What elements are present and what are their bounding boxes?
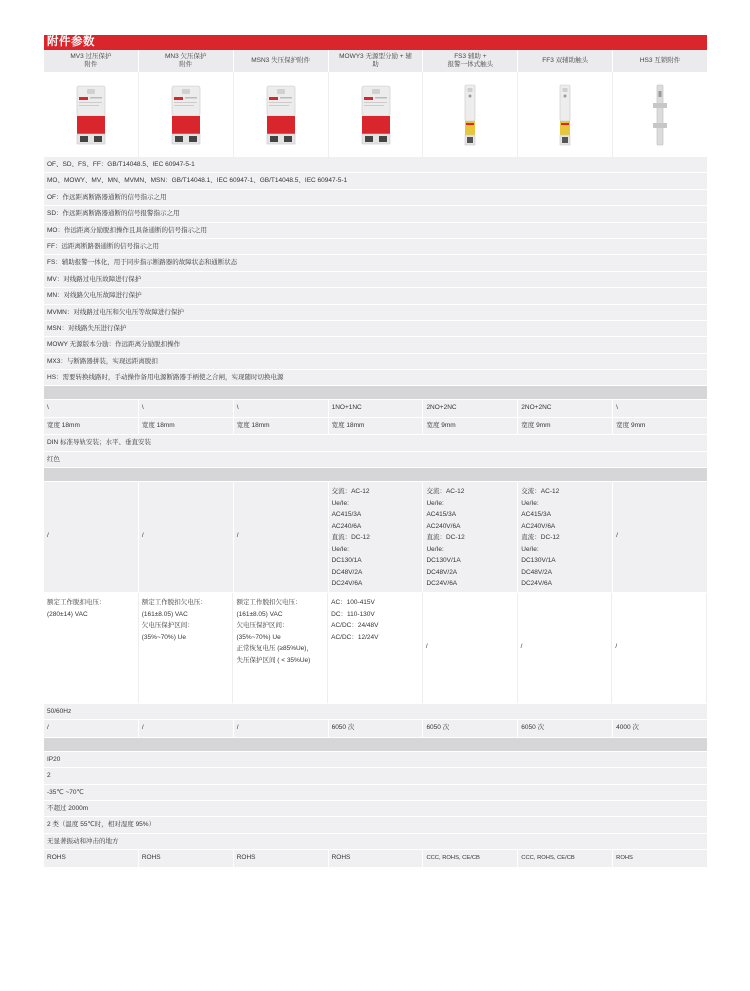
column-header: MN3 欠压保护 附件 [139, 50, 234, 72]
table-cell: 额定工作脱扣电压： (280±14) VAC [44, 593, 139, 703]
voltage-row [44, 593, 707, 704]
environment-row: 无显著振动和冲击的地方 [44, 834, 707, 850]
mcb-red-module-icon [359, 84, 393, 146]
mounting-row: DIN 标准导轨安装；水平、垂直安装 [44, 435, 707, 451]
table-cell: ROHS [139, 850, 234, 866]
description-row: MV：对线路过电压故障进行保护 [44, 272, 707, 288]
table-cell: 6050 次 [423, 720, 518, 736]
cert-row [44, 850, 707, 867]
product-image-row [44, 72, 707, 157]
section-title: 附件参数 [44, 35, 707, 50]
environment-row: -35℃ ~70℃ [44, 785, 707, 801]
product-image [234, 72, 329, 157]
width-row [44, 418, 707, 435]
section-divider [44, 738, 707, 752]
table-cell: / [234, 482, 329, 592]
description-row: SD：作远距离断路器通断的信号报警指示之用 [44, 206, 707, 222]
table-cell: \ [234, 400, 329, 416]
table-cell: 宽度 9mm [613, 418, 707, 434]
table-cell: 额定工作脱扣欠电压： (161±8.05) VAC 欠电压保护区间： (35%~70%) Ue [139, 593, 234, 703]
product-image [139, 72, 234, 157]
product-image [44, 72, 139, 157]
table-cell: 宽度 18mm [234, 418, 329, 434]
table-cell: 交流：AC-12 Ue/Ie: AC415/3A AC240/6A 直流：DC-12 Ue/Ie: DC130/1A DC48V/2A DC24V/6A [329, 482, 424, 592]
table-cell: 交流：AC-12 Ue/Ie: AC415/3A AC240V/6A 直流：DC-12 Ue/Ie: DC130V/1A DC48V/2A DC24V/6A [518, 482, 613, 592]
product-image [329, 72, 424, 157]
table-cell: 2NO+2NC [518, 400, 613, 416]
table-cell: \ [139, 400, 234, 416]
section-divider [44, 386, 707, 400]
life-row [44, 720, 707, 737]
table-cell: CCC, ROHS, CE/CB [423, 850, 518, 866]
contacts-row [44, 400, 707, 417]
table-cell: / [44, 482, 139, 592]
column-header: MSN3 失压保护附件 [234, 50, 329, 72]
description-row: HS：需要转换线路时，手动操作备用电源断路器手柄使之合闸，实现随时切换电源 [44, 370, 707, 386]
description-row: MOWY 无源版本分励：作远距离分励脱扣操作 [44, 337, 707, 353]
product-image [423, 72, 518, 157]
environment-row: 2 [44, 768, 707, 784]
table-cell: 1NO+1NC [329, 400, 424, 416]
description-row: MVMN：对线路过电压和欠电压等故障进行保护 [44, 305, 707, 321]
table-cell: 2NO+2NC [423, 400, 518, 416]
table-cell: ROHS [329, 850, 424, 866]
mcb-red-module-icon [169, 84, 203, 146]
product-image [518, 72, 613, 157]
description-row: MSN：对线路失压进行保护 [44, 321, 707, 337]
column-header: MOWY3 无源型分励 + 辅 助 [329, 50, 424, 72]
table-cell: 交流：AC-12 Ue/Ie: AC415/3A AC240V/6A 直流：DC-12 Ue/Ie: DC130V/1A DC48V/2A DC24V/6A [423, 482, 518, 592]
table-cell: 6050 次 [329, 720, 424, 736]
description-row: OF：作远距离断路器通断的信号指示之用 [44, 190, 707, 206]
section-divider [44, 468, 707, 482]
table-cell: / [423, 593, 518, 703]
ratings-row [44, 482, 707, 593]
table-cell: 6050 次 [518, 720, 613, 736]
table-cell: 宽度 18mm [44, 418, 139, 434]
table-cell: / [234, 720, 329, 736]
table-cell: 宽度 9mm [423, 418, 518, 434]
table-cell: 额定工作脱扣欠电压： (161±8.05) VAC 欠电压保护区间： (35%~70%) Ue 正常恢复电压 (≥85%Ue)， 失压保护区间 ( < 35%Ue) [233, 593, 328, 703]
standard-row: OF、SD、FS、FF：GB/T14048.5、IEC 60947-5-1 [44, 157, 707, 173]
column-header: MV3 过压保护 附件 [44, 50, 139, 72]
table-cell: ROHS [234, 850, 329, 866]
table-cell: 宽度 18mm [139, 418, 234, 434]
table-cell: \ [613, 400, 707, 416]
product-image [613, 72, 707, 157]
column-header: HS3 互锁附件 [639, 57, 681, 64]
interlock-grey-icon [650, 83, 670, 147]
aux-contact-yellow-icon [462, 83, 478, 147]
environment-row: 2 类（温度 55℃时，相对湿度 95%） [44, 817, 707, 833]
standard-row: MO、MOWY、MV、MN、MVMN、MSN：GB/T14048.1、IEC 60947-1、GB/T14048.5、IEC 60947-5-1 [44, 173, 707, 189]
mcb-red-module-icon [74, 84, 108, 146]
table-cell: \ [44, 400, 139, 416]
table-cell: CCC, ROHS, CE/CB [518, 850, 613, 866]
frequency-row: 50/60Hz [44, 704, 707, 720]
table-cell: / [518, 593, 613, 703]
table-cell: / [139, 720, 234, 736]
environment-row: 不超过 2000m [44, 801, 707, 817]
table-cell: / [139, 482, 234, 592]
table-cell: AC：100-415V DC：110-130V AC/DC：24/48V AC/DC：12/24V [328, 593, 423, 703]
table-cell: / [44, 720, 139, 736]
table-cell: ROHS [613, 850, 707, 866]
description-row: FF：远距离断路器通断的信号指示之用 [44, 239, 707, 255]
color-row: 红色 [44, 452, 707, 468]
table-cell: 宽度 18mm [329, 418, 424, 434]
description-row: MO：作远距离分励脱扣操作且具备通断的信号指示之用 [44, 223, 707, 239]
aux-contact-yellow-icon [557, 83, 573, 147]
description-row: MN：对线路欠电压故障进行保护 [44, 288, 707, 304]
table-cell: 宽度 9mm [518, 418, 613, 434]
description-row: FS：辅助报警一体化，用于同步指示断路器的故障状态和通断状态 [44, 255, 707, 271]
table-cell: ROHS [44, 850, 139, 866]
environment-row: IP20 [44, 752, 707, 768]
accessory-params-table [44, 35, 707, 868]
mcb-red-module-icon [264, 84, 298, 146]
column-header: FF3 双辅助触头 [518, 50, 613, 72]
column-header: FS3 辅助 + 报警一体式触头 [423, 50, 518, 72]
table-cell: 4000 次 [613, 720, 707, 736]
table-cell: / [612, 593, 707, 703]
table-cell: / [613, 482, 707, 592]
description-row: MX3：与断路器拼装，实现远距离脱扣 [44, 354, 707, 370]
column-header-row [44, 50, 707, 72]
